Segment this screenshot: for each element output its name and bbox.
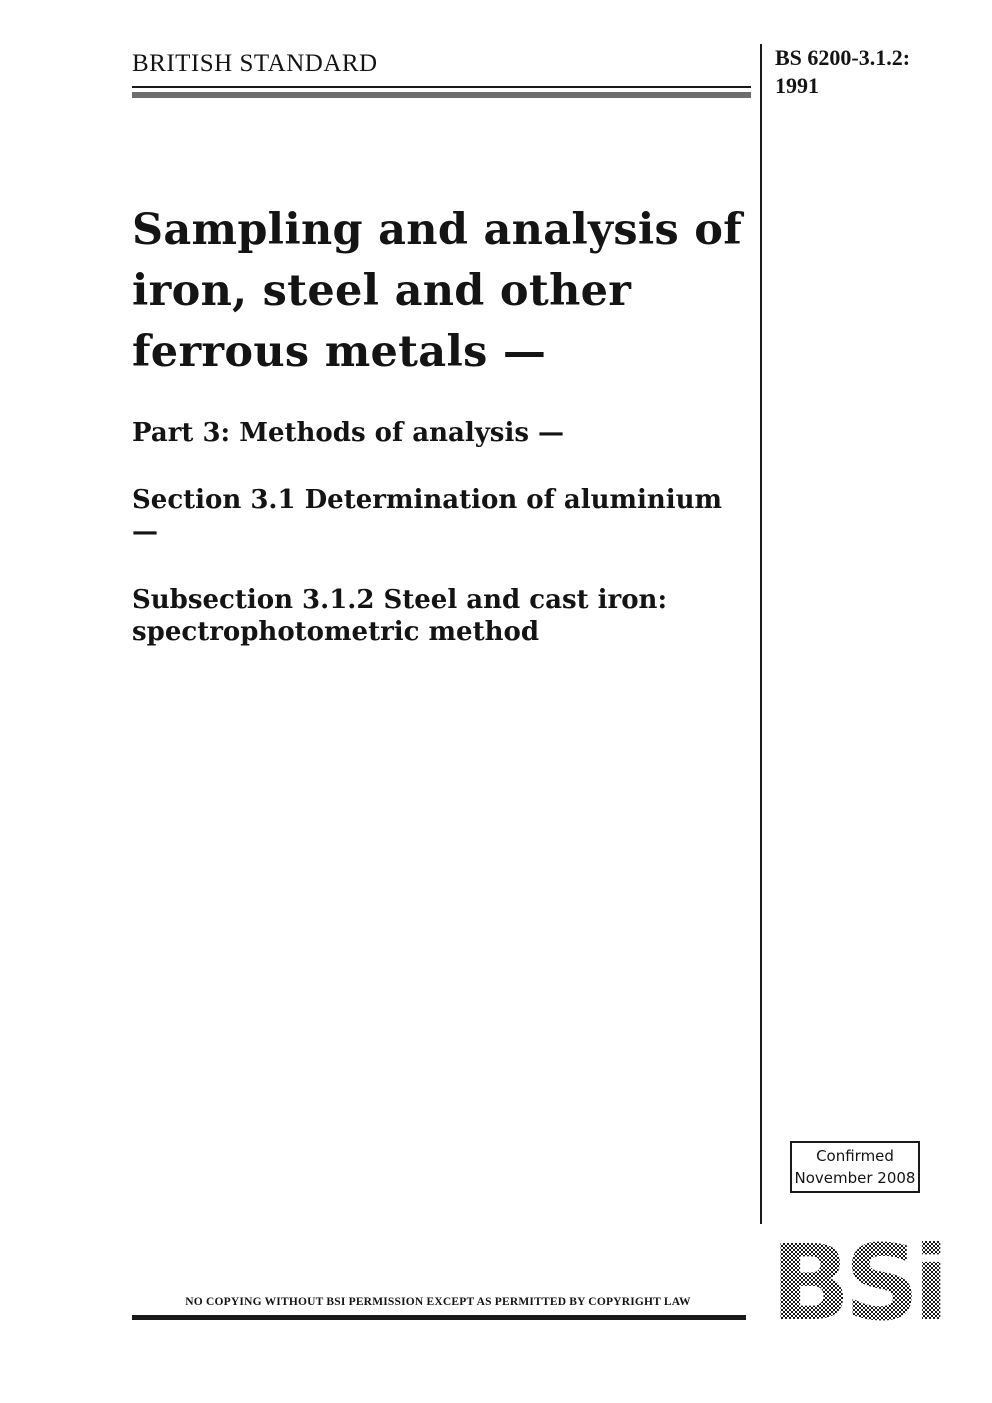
header-rule-thin (132, 86, 751, 88)
bsi-logo-icon (769, 1241, 945, 1321)
subsection-heading: Subsection 3.1.2 Steel and cast iron: spectrophotometric method (132, 585, 668, 647)
document-title: Sampling and analysis of iron, steel and other ferrous metals — (132, 205, 743, 377)
standard-number (775, 44, 910, 100)
standard-number-line1: BS 6200-3.1.2: (775, 45, 911, 70)
svg-text:BSi: BSi (771, 1241, 943, 1321)
confirmation-line1: Confirmed (816, 1147, 894, 1165)
document-type-label: BRITISH STANDARD (132, 50, 378, 77)
confirmation-line2: November 2008 (794, 1169, 916, 1187)
footer-rule (132, 1315, 746, 1320)
section-heading: Section 3.1 Determination of aluminium — (132, 485, 723, 547)
copyright-notice: NO COPYING WITHOUT BSI PERMISSION EXCEPT AS PERMITTED BY COPYRIGHT LAW (185, 1296, 691, 1308)
vertical-divider (760, 44, 762, 1224)
standard-number-line2: 1991 (775, 73, 819, 98)
header-rule-thick (132, 92, 751, 98)
confirmation-stamp (790, 1141, 920, 1193)
part-heading: Part 3: Methods of analysis — (132, 418, 565, 448)
